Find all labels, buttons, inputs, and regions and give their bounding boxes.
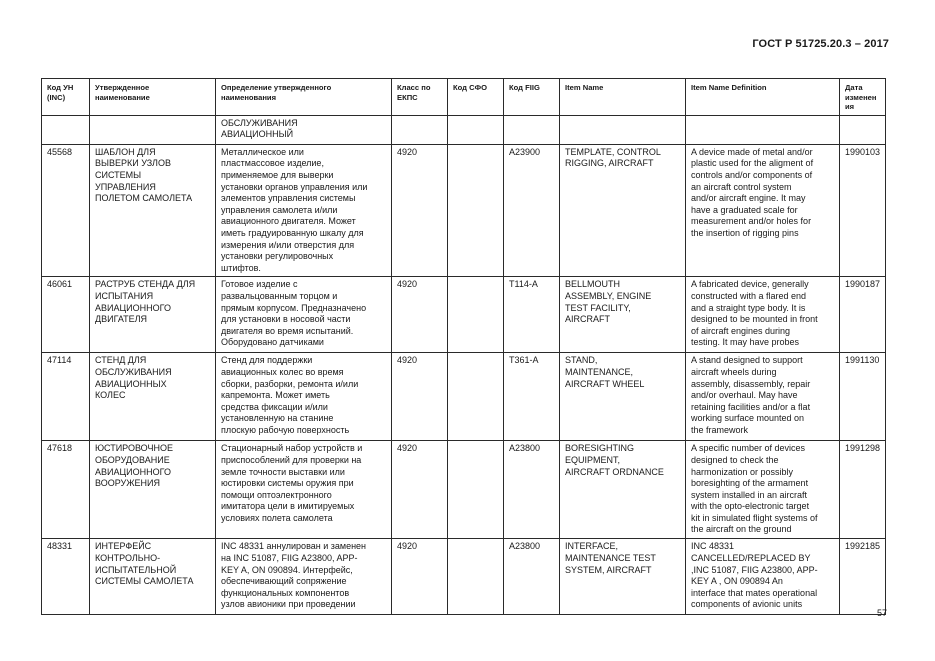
cell-date: 1990103 xyxy=(840,144,886,277)
table-row xyxy=(42,277,886,353)
cell-class: 4920 xyxy=(392,277,448,353)
catalog-table xyxy=(41,78,886,615)
table-row xyxy=(42,441,886,539)
cell-date: 1991298 xyxy=(840,441,886,539)
cell-definition: INC 48331 аннулирован и заменен на INC 51087, FIIG A23800, APP- KEY A, ON 090894. Интерфейс, обеспечивающий сопряжение функциональных компонентов узлов авионики при проведении xyxy=(216,539,392,615)
col-header-item-name: Item Name xyxy=(560,79,686,116)
cell-approved-name: ИНТЕРФЕЙС КОНТРОЛЬНО- ИСПЫТАТЕЛЬНОЙ СИСТЕМЫ САМОЛЕТА xyxy=(90,539,216,615)
cell-approved-name: СТЕНД ДЛЯ ОБСЛУЖИВАНИЯ АВИАЦИОННЫХ КОЛЕС xyxy=(90,353,216,441)
cell-inc: 48331 xyxy=(42,539,90,615)
cell-approved-name: ШАБЛОН ДЛЯ ВЫВЕРКИ УЗЛОВ СИСТЕМЫ УПРАВЛЕНИЯ ПОЛЕТОМ САМОЛЕТА xyxy=(90,144,216,277)
cell-date xyxy=(840,115,886,144)
cell-item-name: TEMPLATE, CONTROL RIGGING, AIRCRAFT xyxy=(560,144,686,277)
cell-approved-name: ЮСТИРОВОЧНОЕ ОБОРУДОВАНИЕ АВИАЦИОННОГО ВООРУЖЕНИЯ xyxy=(90,441,216,539)
col-header-date: Дата изменения xyxy=(840,79,886,116)
cell-approved-name: РАСТРУБ СТЕНДА ДЛЯ ИСПЫТАНИЯ АВИАЦИОННОГО ДВИГАТЕЛЯ xyxy=(90,277,216,353)
table-row xyxy=(42,539,886,615)
cell-item-name: BORESIGHTING EQUIPMENT, AIRCRAFT ORDNANCE xyxy=(560,441,686,539)
cell-item-definition: INC 48331 CANCELLED/REPLACED BY ,INC 51087, FIIG A23800, APP- KEY A , ON 090894 An interface that mates operational components of avionic units xyxy=(686,539,840,615)
cell-item-name: STAND, MAINTENANCE, AIRCRAFT WHEEL xyxy=(560,353,686,441)
document-title: ГОСТ Р 51725.20.3 – 2017 xyxy=(752,38,889,50)
cell-date: 1992185 xyxy=(840,539,886,615)
table-row xyxy=(42,115,886,144)
col-header-class: Класс по ЕКПС xyxy=(392,79,448,116)
cell-sfo xyxy=(448,144,504,277)
table-header-row xyxy=(42,79,886,116)
cell-sfo xyxy=(448,441,504,539)
col-header-item-definition: Item Name Definition xyxy=(686,79,840,116)
cell-fiig: A23900 xyxy=(504,144,560,277)
col-header-approved-name: Утвержденное наименование xyxy=(90,79,216,116)
table-row xyxy=(42,353,886,441)
cell-item-definition xyxy=(686,115,840,144)
cell-class: 4920 xyxy=(392,353,448,441)
col-header-definition: Определение утвержденного наименования xyxy=(216,79,392,116)
cell-item-name: BELLMOUTH ASSEMBLY, ENGINE TEST FACILITY, AIRCRAFT xyxy=(560,277,686,353)
col-header-sfo: Код СФО xyxy=(448,79,504,116)
cell-definition: Металлическое или пластмассовое изделие, применяемое для выверки установки органов управления или элементов управления системы управления самолета и/или авиационного двигателя. Может иметь градуированную шкалу для измерения и/или отверстия для установки регулировочных штифтов. xyxy=(216,144,392,277)
cell-inc: 47618 xyxy=(42,441,90,539)
cell-item-definition: A specific number of devices designed to check the harmonization or possibly boresighting of the armament system installed in an aircraft with the opto-electronic target kit in simulated flight systems of the aircraft on the ground xyxy=(686,441,840,539)
cell-item-name xyxy=(560,115,686,144)
cell-definition: ОБСЛУЖИВАНИЯ АВИАЦИОННЫЙ xyxy=(216,115,392,144)
cell-item-definition: A device made of metal and/or plastic used for the aligment of controls and/or components of an aircraft control system and/or aircraft engine. It may have a graduated scale for measurement and/or holes for the insertion of rigging pins xyxy=(686,144,840,277)
cell-sfo xyxy=(448,539,504,615)
cell-definition: Стенд для поддержки авиационных колес во время сборки, разборки, ремонта и/или капремонта. Может иметь средства фиксации и/или установленную на станине плоскую рабочую поверхность xyxy=(216,353,392,441)
page-number: 57 xyxy=(876,608,887,618)
cell-definition: Стационарный набор устройств и приспособлений для проверки на земле точности выставки или юстировки системы оружия при помощи оптоэлектронного имитатора цели в имитируемых условиях полета самолета xyxy=(216,441,392,539)
cell-definition: Готовое изделие с развальцованным торцом и прямым корпусом. Предназначено для установки в носовой части двигателя во время испытаний. Оборудовано датчиками xyxy=(216,277,392,353)
cell-class xyxy=(392,115,448,144)
cell-fiig xyxy=(504,115,560,144)
cell-approved-name xyxy=(90,115,216,144)
cell-inc: 47114 xyxy=(42,353,90,441)
cell-class: 4920 xyxy=(392,539,448,615)
col-header-fiig: Код FIIG xyxy=(504,79,560,116)
cell-fiig: A23800 xyxy=(504,539,560,615)
cell-sfo xyxy=(448,353,504,441)
cell-inc: 46061 xyxy=(42,277,90,353)
cell-fiig: T114-A xyxy=(504,277,560,353)
table-row xyxy=(42,144,886,277)
cell-class: 4920 xyxy=(392,144,448,277)
cell-item-definition: A fabricated device, generally constructed with a flared end and a straight type body. It is designed to be mounted in front of aircraft engines during testing. It may have probes xyxy=(686,277,840,353)
cell-inc: 45568 xyxy=(42,144,90,277)
cell-date: 1991130 xyxy=(840,353,886,441)
col-header-inc: Код УН (INC) xyxy=(42,79,90,116)
cell-fiig: A23800 xyxy=(504,441,560,539)
cell-item-definition: A stand designed to support aircraft wheels during assembly, disassembly, repair and/or overhaul. May have retaining facilities and/or a flat working surface mounted on the framework xyxy=(686,353,840,441)
cell-item-name: INTERFACE, MAINTENANCE TEST SYSTEM, AIRCRAFT xyxy=(560,539,686,615)
cell-class: 4920 xyxy=(392,441,448,539)
cell-sfo xyxy=(448,277,504,353)
cell-date: 1990187 xyxy=(840,277,886,353)
cell-sfo xyxy=(448,115,504,144)
cell-fiig: T361-A xyxy=(504,353,560,441)
cell-inc xyxy=(42,115,90,144)
